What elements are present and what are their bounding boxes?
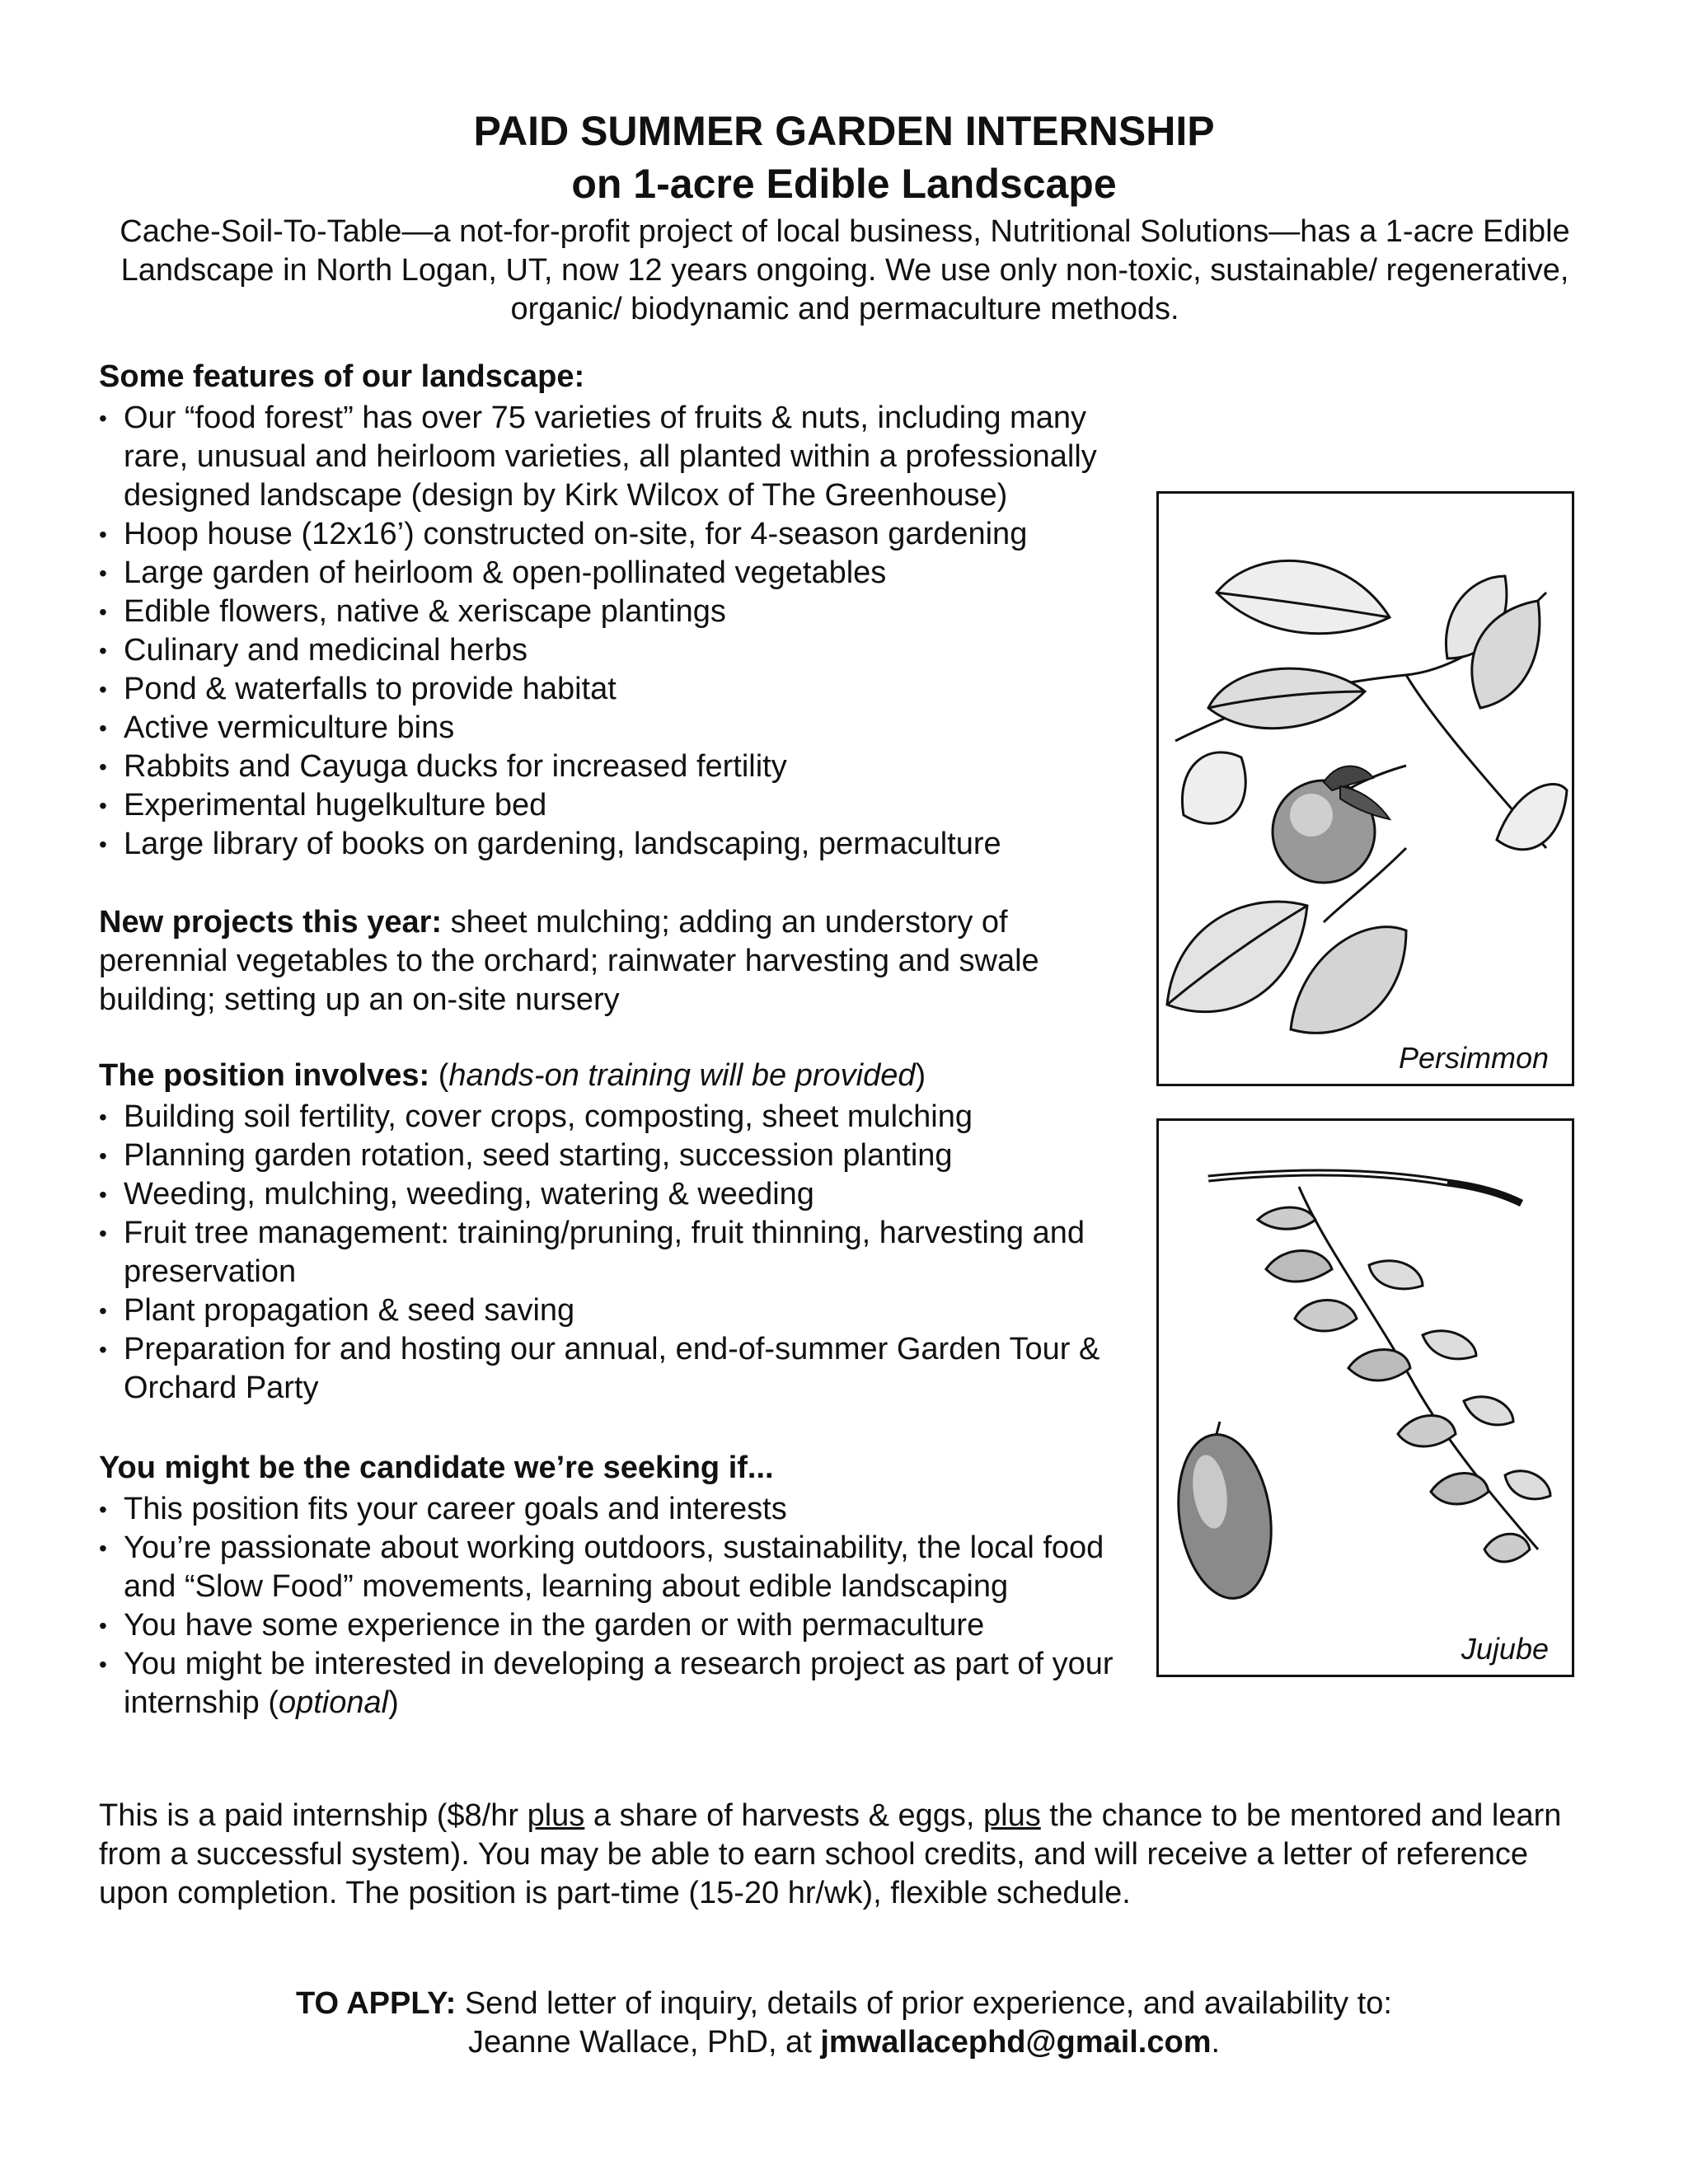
title-line-2: on 1-acre Edible Landscape	[571, 161, 1117, 207]
optional-note: optional	[278, 1685, 389, 1720]
pay-paragraph	[99, 1797, 1599, 1913]
list-item: • Fruit tree management: training/pruning, fruit thinning, harvesting and preservation	[99, 1214, 1137, 1291]
list-item: • Pond & waterfalls to provide habitat	[99, 670, 1550, 709]
position-note: hands-on training will be provided	[448, 1058, 916, 1093]
persimmon-illustration-frame	[1156, 491, 1574, 1086]
pay-text-1: This is a paid internship ($8/hr	[99, 1798, 528, 1833]
list-item: • Rabbits and Cayuga ducks for increased fertility	[99, 748, 1550, 786]
list-item: • Culinary and medicinal herbs	[99, 631, 1550, 670]
list-item: • You’re passionate about working outdoors, sustainability, the local food and “Slow Food” movements, learning about edible landscaping	[99, 1529, 1137, 1606]
list-item: • Large library of books on gardening, landscaping, permaculture	[99, 825, 1550, 864]
list-item: • Our “food forest” has over 75 varieties of fruits & nuts, including many rare, unusual and heirloom varieties, all planted within a professionally designed landscape (design by Kirk Wilcox of The Greenhouse)	[99, 399, 1137, 515]
list-item-text: You might be interested in developing a research project as part of your internship (	[124, 1647, 1114, 1720]
new-projects-text: sheet mulching; adding an understory of perennial vegetables to the orchard; rainwater harvesting and swale building; setting up an on-site nursery	[99, 905, 1039, 1017]
list-item: • Hoop house (12x16’) constructed on-site, for 4-season gardening	[99, 515, 1550, 554]
candidate-list	[99, 1490, 1137, 1722]
apply-line-1	[0, 1985, 1688, 2023]
jujube-caption: Jujube	[1461, 1632, 1549, 1666]
list-item: • This position fits your career goals and interests	[99, 1490, 1137, 1529]
apply-section	[0, 1985, 1688, 2062]
list-item: • Large garden of heirloom & open-pollinated vegetables	[99, 554, 1550, 593]
plus-emphasis-2: plus	[983, 1798, 1041, 1833]
position-note-open: (	[429, 1058, 449, 1093]
apply-label: TO APPLY:	[296, 1986, 457, 2021]
list-item: • Edible flowers, native & xeriscape plantings	[99, 593, 1550, 631]
list-item: • Preparation for and hosting our annual, end-of-summer Garden Tour & Orchard Party	[99, 1330, 1137, 1408]
position-heading	[99, 1057, 1137, 1095]
list-item: • Plant propagation & seed saving	[99, 1291, 1137, 1330]
list-item: • Weeding, mulching, weeding, watering & weeding	[99, 1175, 1137, 1214]
jujube-illustration-frame	[1156, 1118, 1574, 1677]
position-list	[99, 1098, 1137, 1408]
persimmon-caption: Persimmon	[1398, 1041, 1549, 1075]
email-link[interactable]: jmwallacephd@gmail.com	[820, 2025, 1212, 2060]
new-projects-label: New projects this year:	[99, 905, 443, 940]
list-item: • Active vermiculture bins	[99, 709, 1550, 748]
apply-line-2	[0, 2023, 1688, 2062]
plus-emphasis-1: plus	[527, 1798, 585, 1833]
position-label: The position involves:	[99, 1058, 430, 1093]
title-line-1: PAID SUMMER GARDEN INTERNSHIP	[473, 108, 1215, 154]
candidate-heading: You might be the candidate we’re seeking if...	[99, 1451, 774, 1485]
persimmon-drawing	[1159, 494, 1572, 1084]
apply-text: Send letter of inquiry, details of prior experience, and availability to:	[456, 1986, 1392, 2021]
apply-end: .	[1211, 2025, 1221, 2060]
intro-paragraph: Cache-Soil-To-Table—a not-for-profit project of local business, Nutritional Solutions—has a 1-acre Edible Landscape in North Logan, UT, now 12 years ongoing. We use only non-toxic, sustainable/ regenerative, organic/ biodynamic and permaculture methods.	[120, 214, 1570, 326]
position-note-close: )	[915, 1058, 926, 1093]
apply-contact: Jeanne Wallace, PhD, at	[467, 2025, 821, 2060]
new-projects-paragraph	[99, 903, 1137, 1019]
list-item: • Building soil fertility, cover crops, composting, sheet mulching	[99, 1098, 1137, 1137]
list-item: • Planning garden rotation, seed starting, succession planting	[99, 1137, 1137, 1175]
features-heading: Some features of our landscape:	[99, 359, 585, 394]
pay-text-3: the chance to be mentored and learn from a successful system). You may be able to earn school credits, and will receive a letter of reference upon completion. The position is part-time (15-20 hr/wk), flexible schedule.	[99, 1798, 1562, 1910]
list-item	[99, 1645, 1137, 1722]
list-item: • Experimental hugelkulture bed	[99, 786, 1550, 825]
jujube-drawing	[1159, 1121, 1572, 1675]
list-item-close: )	[388, 1685, 399, 1720]
pay-text-2: a share of harvests & eggs,	[584, 1798, 984, 1833]
list-item: • You have some experience in the garden or with permaculture	[99, 1606, 1137, 1645]
